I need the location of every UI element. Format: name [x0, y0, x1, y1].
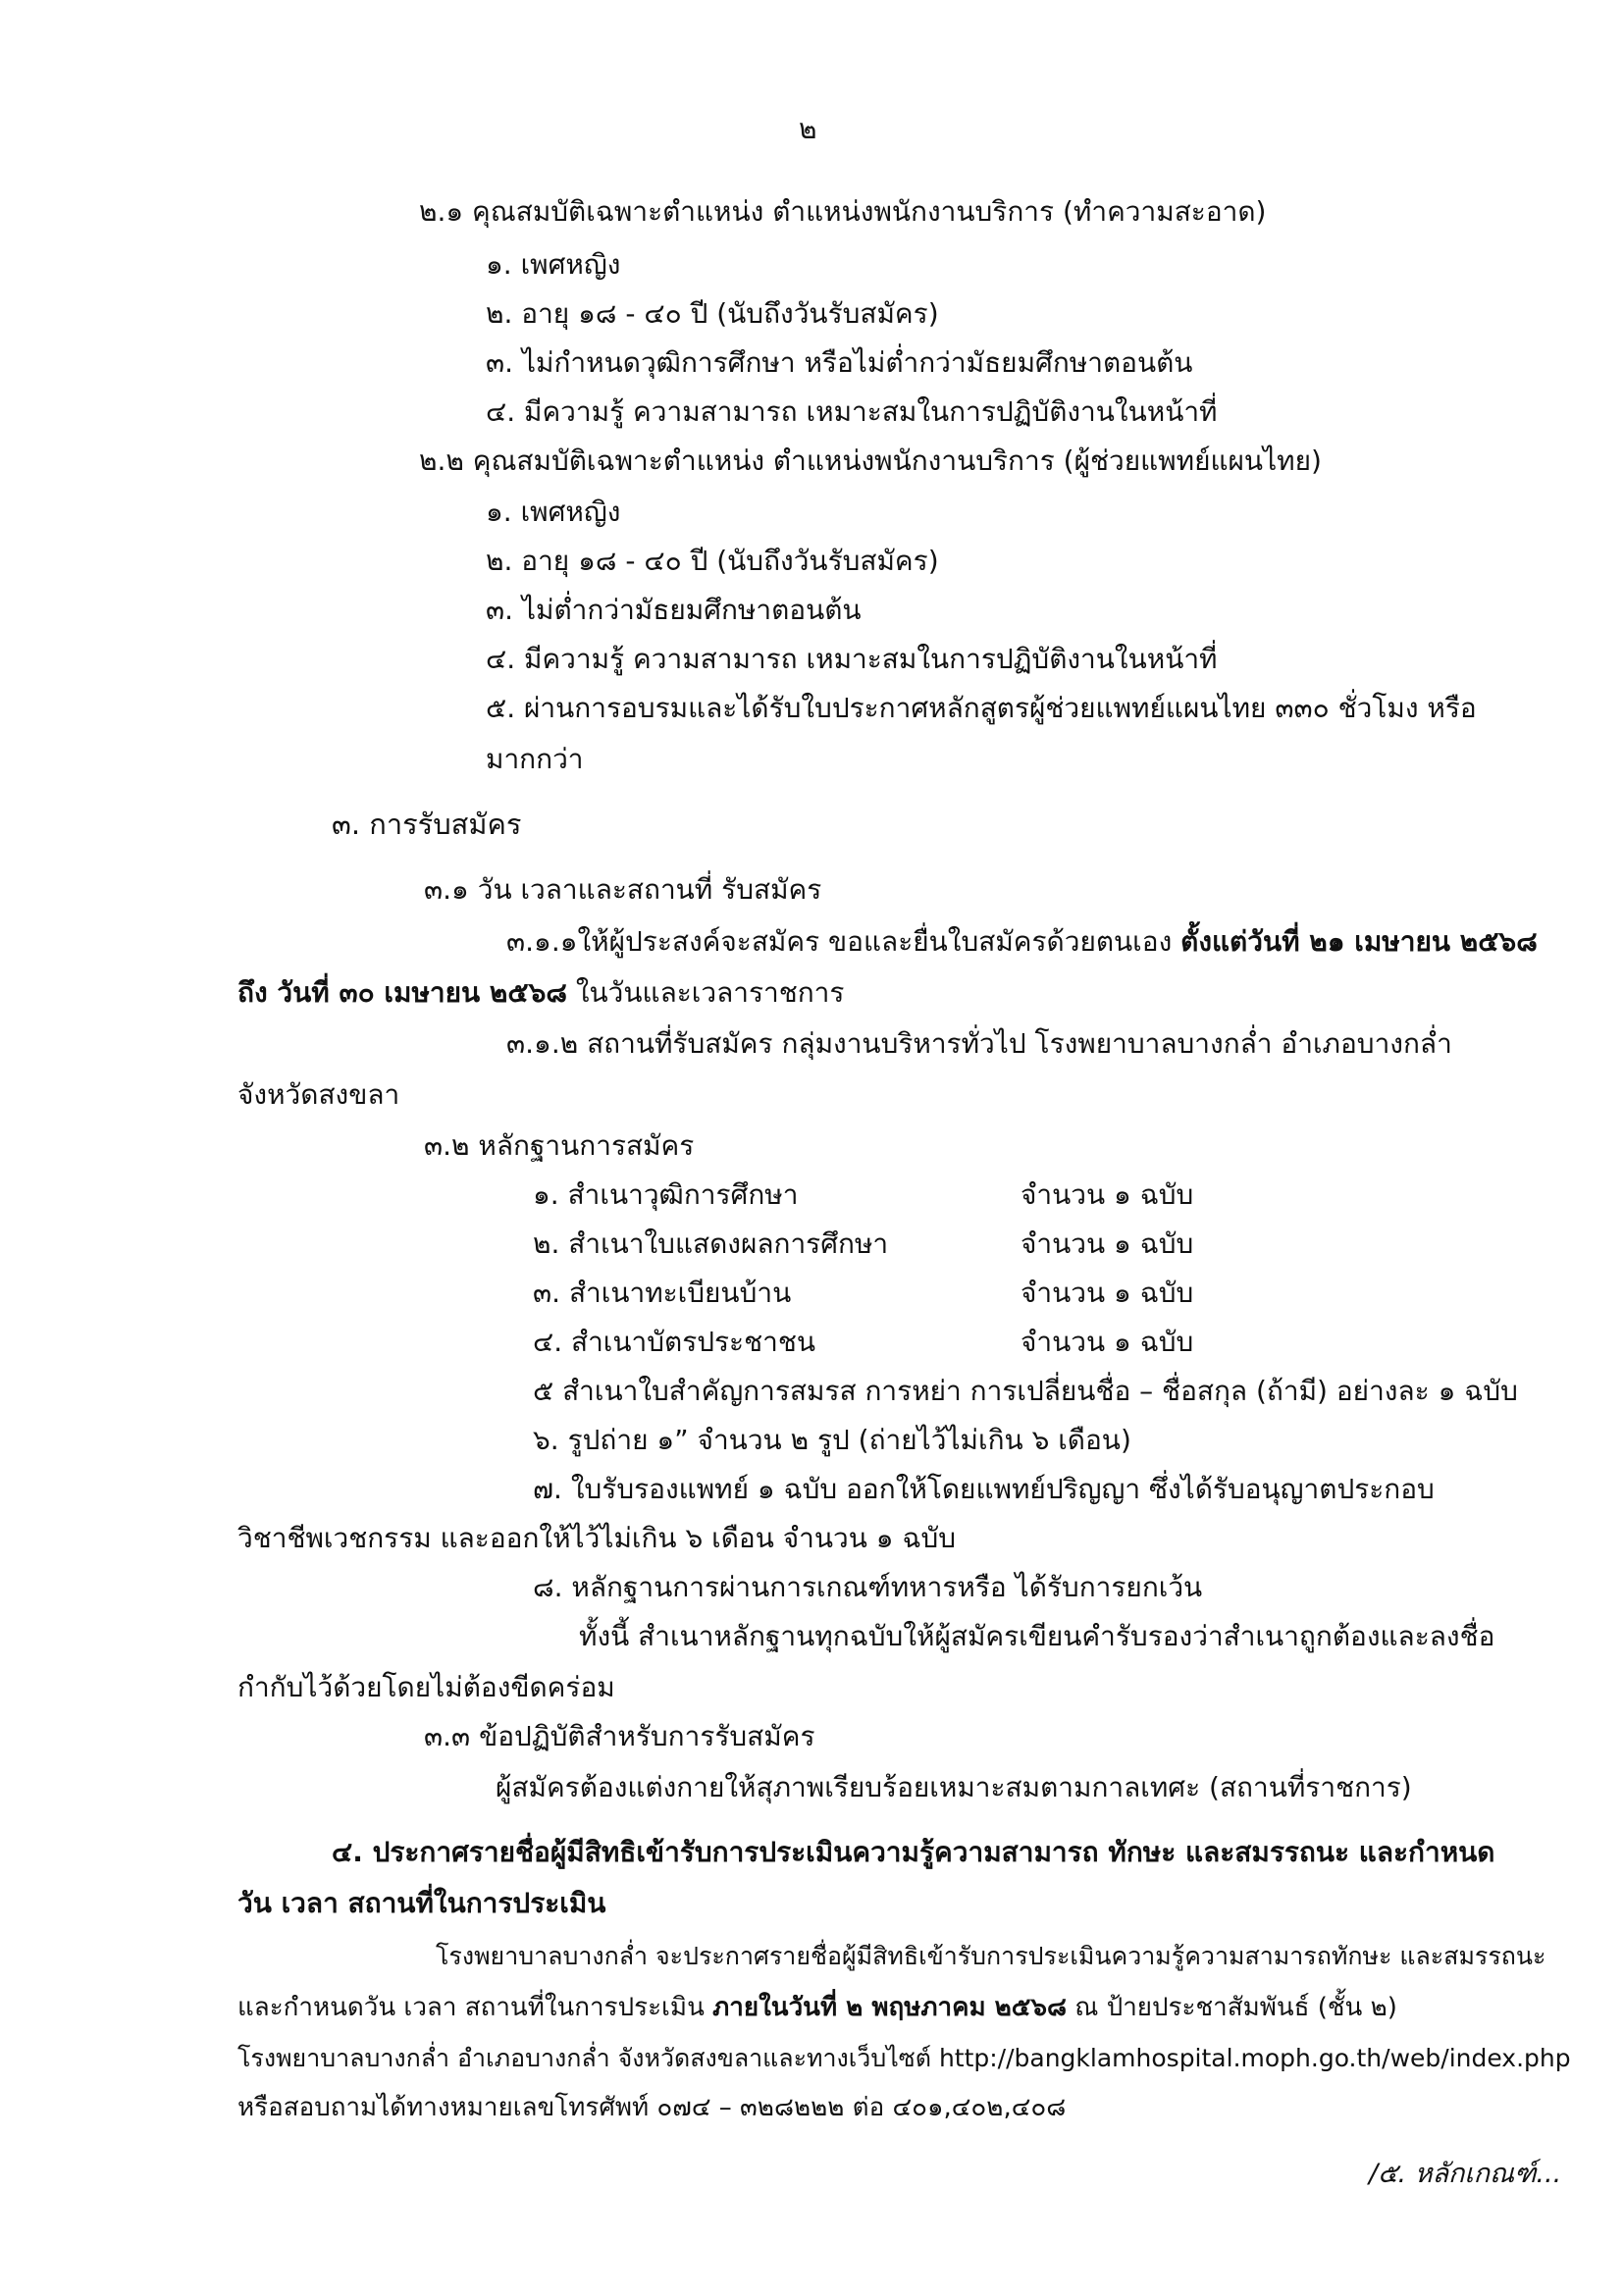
page-number: ๒ — [799, 113, 817, 145]
section-4-title-cont: วัน เวลา สถานที่ในการประเมิน — [237, 1887, 606, 1919]
announcement-phone-line: หรือสอบถามได้ทางหมายเลขโทรศัพท์ ๐๗๔ – ๓๒๘๒๒๒ ต่อ ๔๐๑,๔๐๒,๔๐๘ — [237, 2093, 1067, 2122]
section-3-title: ๓. การรับสมัคร — [332, 808, 522, 841]
document-item-7-cont: วิชาชีพเวชกรรม และออกให้ไว้ไม่เกิน ๖ เดือน จำนวน ๑ ฉบับ — [237, 1522, 957, 1554]
certification-note-cont: กำกับไว้ด้วยโดยไม่ต้องขีดคร่อม — [237, 1671, 615, 1703]
document-quantity: จำนวน ๑ ฉบับ — [1021, 1326, 1194, 1358]
list-item: ๔. มีความรู้ ความสามารถ เหมาะสมในการปฏิบัติงานในหน้าที่ — [486, 643, 1218, 675]
continuation-marker: /๕. หลักเกณฑ์... — [1369, 2159, 1562, 2189]
paragraph-text: ณ ป้ายประชาสัมพันธ์ (ชั้น ๒) — [1067, 1993, 1397, 2022]
paragraph-3-1-1-cont — [237, 971, 844, 1015]
announcement-website-line: โรงพยาบาลบางกล่ำ อำเภอบางกล่ำ จังหวัดสงขลาและทางเว็บไซต์ http://bangklamhospital.moph.go.th/web/index.php — [237, 2044, 1571, 2072]
list-item: ๒. อายุ ๑๘ - ๔๐ ปี (นับถึงวันรับสมัคร) — [486, 545, 939, 577]
list-item: ๑. เพศหญิง — [486, 248, 621, 281]
section-3-2-title: ๓.๒ หลักฐานการสมัคร — [424, 1129, 695, 1162]
section-3-3-text: ผู้สมัครต้องแต่งกายให้สุภาพเรียบร้อยเหมาะสมตามกาลเทศะ (สถานที่ราชการ) — [496, 1771, 1412, 1803]
announcement-date: ภายในวันที่ ๒ พฤษภาคม ๒๕๖๘ — [712, 1993, 1068, 2022]
document-item-6: ๖. รูปถ่าย ๑” จำนวน ๒ รูป (ถ่ายไว้ไม่เกิน ๖ เดือน) — [533, 1424, 1131, 1456]
document-item-5: ๕ สำเนาใบสำคัญการสมรส การหย่า การเปลี่ยนชื่อ – ชื่อสกุล (ถ้ามี) อย่างละ ๑ ฉบับ — [533, 1375, 1518, 1407]
section-3-1-title: ๓.๑ วัน เวลาและสถานที่ รับสมัคร — [424, 873, 822, 906]
document-name: ๑. สำเนาวุฒิการศึกษา — [533, 1178, 799, 1211]
paragraph-text: และกำหนดวัน เวลา สถานที่ในการประเมิน — [237, 1993, 713, 2022]
paragraph-3-1-2-cont: จังหวัดสงขลา — [237, 1078, 400, 1111]
document-quantity: จำนวน ๑ ฉบับ — [1021, 1277, 1194, 1309]
section-2-2-title: ๒.๒ คุณสมบัติเฉพาะตำแหน่ง ตำแหน่งพนักงานบริการ (ผู้ช่วยแพทย์แผนไทย) — [419, 444, 1322, 477]
list-item: ๕. ผ่านการอบรมและได้รับใบประกาศหลักสูตรผู้ช่วยแพทย์แผนไทย ๓๓๐ ชั่วโมง หรือ — [486, 692, 1477, 724]
announcement-paragraph: โรงพยาบาลบางกล่ำ จะประกาศรายชื่อผู้มีสิทธิเข้ารับการประเมินความรู้ความสามารถทักษะ และสมรรถนะ — [436, 1942, 1546, 1970]
list-item: ๓. ไม่ต่ำกว่ามัธยมศึกษาตอนต้น — [486, 594, 862, 626]
application-end-date: ถึง วันที่ ๓๐ เมษายน ๒๕๖๘ — [237, 976, 567, 1009]
list-item: ๓. ไม่กำหนดวุฒิการศึกษา หรือไม่ต่ำกว่ามัธยมศึกษาตอนต้น — [486, 346, 1193, 379]
document-name: ๓. สำเนาทะเบียนบ้าน — [533, 1277, 792, 1309]
document-item-7: ๗. ใบรับรองแพทย์ ๑ ฉบับ ออกให้โดยแพทย์ปริญญา ซึ่งได้รับอนุญาตประกอบ — [533, 1473, 1435, 1505]
list-item-continuation: มากกว่า — [486, 743, 584, 775]
document-quantity: จำนวน ๑ ฉบับ — [1021, 1227, 1194, 1260]
section-3-3-title: ๓.๓ ข้อปฏิบัติสำหรับการรับสมัคร — [424, 1720, 815, 1752]
paragraph-text: ๓.๑.๑ให้ผู้ประสงค์จะสมัคร ขอและยื่นใบสมัครด้วยตนเอง — [506, 925, 1181, 958]
paragraph-3-1-2: ๓.๑.๒ สถานที่รับสมัคร กลุ่มงานบริหารทั่วไป โรงพยาบาลบางกล่ำ อำเภอบางกล่ำ — [506, 1027, 1452, 1060]
section-2-1-title: ๒.๑ คุณสมบัติเฉพาะตำแหน่ง ตำแหน่งพนักงานบริการ (ทำความสะอาด) — [419, 195, 1267, 228]
document-quantity: จำนวน ๑ ฉบับ — [1021, 1178, 1194, 1211]
announcement-paragraph — [237, 1986, 1397, 2029]
paragraph-3-1-1 — [506, 920, 1538, 964]
application-start-date: ตั้งแต่วันที่ ๒๑ เมษายน ๒๕๖๘ — [1180, 925, 1538, 958]
list-item: ๒. อายุ ๑๘ - ๔๐ ปี (นับถึงวันรับสมัคร) — [486, 297, 939, 330]
list-item: ๑. เพศหญิง — [486, 496, 621, 528]
document-item-8: ๘. หลักฐานการผ่านการเกณฑ์ทหารหรือ ได้รับการยกเว้น — [533, 1571, 1203, 1603]
section-4-title: ๔. ประกาศรายชื่อผู้มีสิทธิเข้ารับการประเมินความรู้ความสามารถ ทักษะ และสมรรถนะ และกำหนด — [332, 1836, 1495, 1868]
document-name: ๒. สำเนาใบแสดงผลการศึกษา — [533, 1227, 889, 1260]
paragraph-text: ในวันและเวลาราชการ — [566, 976, 845, 1009]
document-name: ๔. สำเนาบัตรประชาชน — [533, 1326, 815, 1358]
certification-note: ทั้งนี้ สำเนาหลักฐานทุกฉบับให้ผู้สมัครเขียนคำรับรองว่าสำเนาถูกต้องและลงชื่อ — [579, 1620, 1495, 1652]
list-item: ๔. มีความรู้ ความสามารถ เหมาะสมในการปฏิบัติงานในหน้าที่ — [486, 395, 1218, 428]
